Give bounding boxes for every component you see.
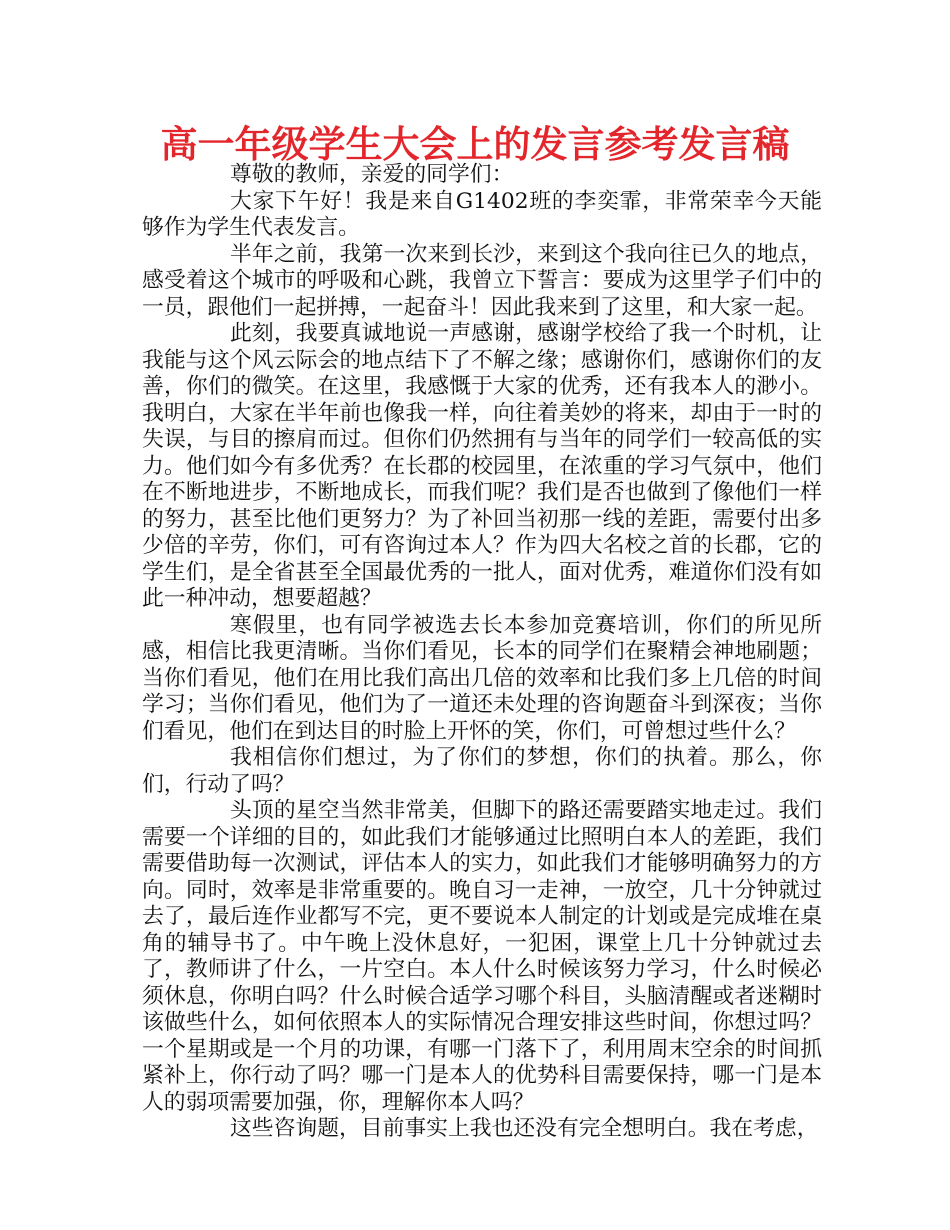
document-title: 高一年级学生大会上的发言参考发言稿 xyxy=(160,123,790,166)
body-paragraph: 寒假里，也有同学被选去长本参加竞赛培训，你们的所见所感，相信比我更清晰。当你们看见，长本的同学们在聚精会神地刷题；当你们看见，他们在用比我们高出几倍的效率和比我们多上几倍的时间学习；当你们看见，他们为了一道还未处理的咨询题奋斗到深夜；当你们看见，他们在到达目的时脸上开怀的笑，你们，可曾想过些什么？ xyxy=(142,612,822,744)
body-paragraph: 头顶的星空当然非常美，但脚下的路还需要踏实地走过。我们需要一个详细的目的，如此我们才能够通过比照明白本人的差距，我们需要借助每一次测试，评估本人的实力，如此我们才能够明确努力的方向。同时，效率是非常重要的。晚自习一走神，一放空，几十分钟就过去了，最后连作业都写不完，更不要说本人制定的计划或是完成堆在桌角的辅导书了。中午晚上没休息好，一犯困，课堂上几十分钟就过去了，教师讲了什么，一片空白。本人什么时候该努力学习，什么时候必须休息，你明白吗？什么时候合适学习哪个科目，头脑清醒或者迷糊时该做些什么，如何依照本人的实际情况合理安排这些时间，你想过吗？一个星期或是一个月的功课，有哪一门落下了，利用周末空余的时间抓紧补上，你行动了吗？哪一门是本人的优势科目需要保持，哪一门是本人的弱项需要加强，你，理解你本人吗？ xyxy=(142,798,822,1115)
body-paragraph: 此刻，我要真诚地说一声感谢，感谢学校给了我一个时机，让我能与这个风云际会的地点结下了不解之缘；感谢你们，感谢你们的友善，你们的微笑。在这里，我感慨于大家的优秀，还有我本人的渺小。我明白，大家在半年前也像我一样，向往着美妙的将来，却由于一时的失误，与目的擦肩而过。但你们仍然拥有与当年的同学们一较高低的实力。他们如今有多优秀？在长郡的校园里，在浓重的学习气氛中，他们在不断地进步，不断地成长，而我们呢？我们是否也做到了像他们一样的努力，甚至比他们更努力？为了补回当初那一线的差距，需要付出多少倍的辛劳，你们，可有咨询过本人？作为四大名校之首的长郡，它的学生们，是全省甚至全国最优秀的一批人，面对优秀，难道你们没有如此一种冲动，想要超越？ xyxy=(142,321,822,611)
greeting-paragraph: 尊敬的教师，亲爱的同学们： xyxy=(230,162,514,187)
body-paragraph: 我相信你们想过，为了你们的梦想，你们的执着。那么，你们，行动了吗？ xyxy=(142,745,822,797)
body-paragraph: 这些咨询题，目前事实上我也还没有完全想明白。我在考虑， xyxy=(230,1116,819,1141)
body-paragraph: 半年之前，我第一次来到长沙，来到这个我向往已久的地点，感受着这个城市的呼吸和心跳，我曾立下誓言：要成为这里学子们中的一员，跟他们一起拼搏，一起奋斗！因此我来到了这里，和大家一起。 xyxy=(142,241,822,320)
body-paragraph: 大家下午好！我是来自G1402班的李奕霏，非常荣幸今天能够作为学生代表发言。 xyxy=(142,188,822,240)
document-body xyxy=(142,162,822,1143)
